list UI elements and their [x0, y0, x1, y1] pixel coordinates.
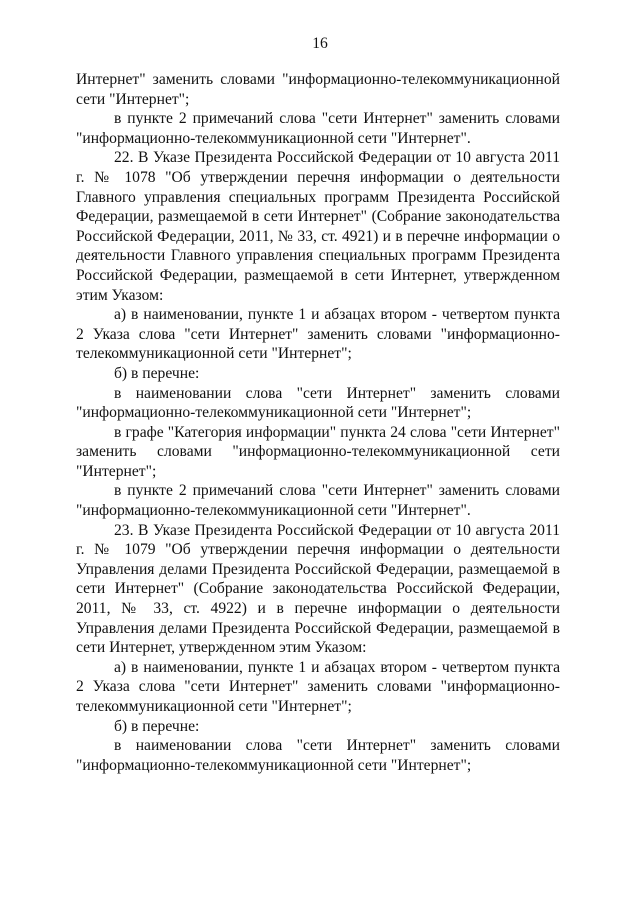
document-body [76, 70, 560, 775]
paragraph: Интернет" заменить словами "информационно-телекоммуникационной сети "Интернет"; [76, 71, 560, 108]
paragraph: 23. В Указе Президента Российской Федерации от 10 августа 2011 г. № 1079 "Об утверждении перечня информации о деятельности Управления делами Президента Российской Федерации, размещаемой в сети Интернет" (Собрание законодательства Российской Федерации, 2011, № 33, ст. 4922) и в перечне информации о деятельности Управления делами Президента Российской Федерации, размещаемой в сети Интернет, утвержденном этим Указом: [76, 521, 560, 657]
page-number: 16 [312, 35, 328, 52]
paragraph: 22. В Указе Президента Российской Федерации от 10 августа 2011 г. № 1078 "Об утверждении перечня информации о деятельности Главного управления специальных программ Президента Российской Федерации, размещаемой в сети Интернет" (Собрание законодательства Российской Федерации, 2011, № 33, ст. 4921) и в перечне информации о деятельности Главного управления специальных программ Президента Российской Федерации, размещаемой в сети Интернет, утвержденном этим Указом: [76, 149, 560, 304]
paragraph: в наименовании слова "сети Интернет" заменить словами "информационно-телекоммуникационной сети "Интернет"; [76, 737, 560, 774]
paragraph: в пункте 2 примечаний слова "сети Интернет" заменить словами "информационно-телекоммуникационной сети "Интернет". [76, 482, 560, 520]
paragraph: а) в наименовании, пункте 1 и абзацах втором - четвертом пункта 2 Указа слова "сети Интернет" заменить словами "информационно-телекоммуникационной сети "Интернет"; [76, 306, 560, 363]
paragraph: в наименовании слова "сети Интернет" заменить словами "информационно-телекоммуникационной сети "Интернет"; [76, 384, 560, 422]
paragraph: б) в перечне: [114, 717, 200, 735]
paragraph: а) в наименовании, пункте 1 и абзацах втором - четвертом пункта 2 Указа слова "сети Интернет" заменить словами "информационно-телекоммуникационной сети "Интернет"; [76, 658, 560, 715]
paragraph: в графе "Категория информации" пункта 24 слова "сети Интернет" заменить словами "информационно-телекоммуникационной сети "Интернет"; [76, 423, 560, 480]
paragraph: в пункте 2 примечаний слова "сети Интернет" заменить словами "информационно-телекоммуникационной сети "Интернет". [76, 110, 560, 147]
paragraph: б) в перечне: [114, 364, 200, 382]
